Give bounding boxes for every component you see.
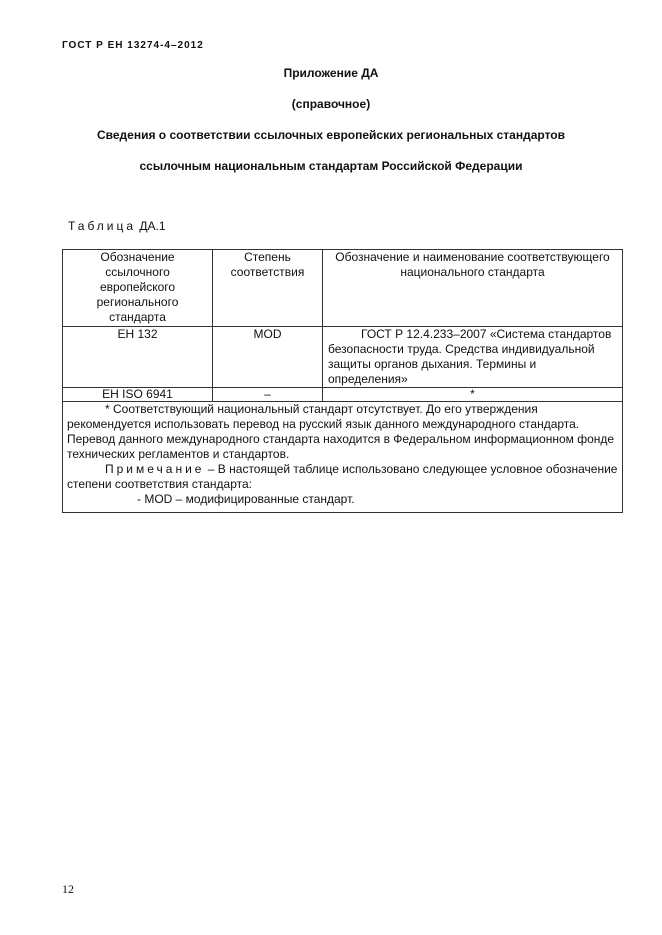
note-item: - MOD – модифицированные стандарт.: [137, 492, 355, 506]
cell-regional-standard: ЕН 132: [63, 327, 213, 388]
table-header-row: [63, 250, 623, 327]
note-paragraph: [67, 462, 618, 492]
table-label-word: Таблица: [68, 219, 137, 233]
cell-national-standard: [323, 327, 623, 388]
table-row: [63, 327, 623, 388]
section-title-line2: ссылочным национальным стандартам Российской Федерации: [139, 159, 523, 173]
page-number: 12: [62, 882, 74, 896]
header-cell-regional-standard: Обозначение ссылочного европейского регионального стандарта: [63, 250, 213, 327]
footnote-text: * Соответствующий национальный стандарт отсутствует. До его утверждения рекомендуется использовать перевод на русский язык данного международного стандарта. Перевод данного международного стандарта находится в Федеральном информационном фонде технических регламентов и стандартов.: [67, 402, 615, 461]
note-item-paragraph: [67, 492, 618, 507]
appendix-title: Приложение ДА: [283, 66, 379, 80]
cell-national-standard: *: [323, 388, 623, 402]
table-footnote-row: [63, 402, 623, 513]
table-row: [63, 388, 623, 402]
note-label: Примечание: [105, 462, 205, 476]
cell-national-standard-text: ГОСТ Р 12.4.233–2007 «Система стандартов безопасности труда. Средства индивидуальной защиты органов дыхания. Термины и определения»: [328, 327, 615, 386]
note-text: – В настоящей таблице использовано следующее условное обозначение степени соответствия стандарта:: [67, 462, 618, 491]
document-code: ГОСТ Р ЕН 13274-4–2012: [62, 40, 204, 51]
correspondence-table: [62, 249, 623, 513]
table-label-number: ДА.1: [139, 219, 166, 233]
cell-degree: –: [213, 388, 323, 402]
footnote-paragraph: [67, 402, 618, 462]
appendix-type: (справочное): [291, 97, 371, 111]
section-title-line1: Сведения о соответствии ссылочных европейских региональных стандартов: [97, 128, 565, 142]
footnote-cell: [63, 402, 623, 513]
cell-regional-standard: EH ISO 6941: [63, 388, 213, 402]
table-label: [68, 219, 166, 233]
header-cell-degree: Степень соответствия: [213, 250, 323, 327]
header-cell-national-standard: Обозначение и наименование соответствующего национального стандарта: [323, 250, 623, 327]
cell-degree: MOD: [213, 327, 323, 388]
